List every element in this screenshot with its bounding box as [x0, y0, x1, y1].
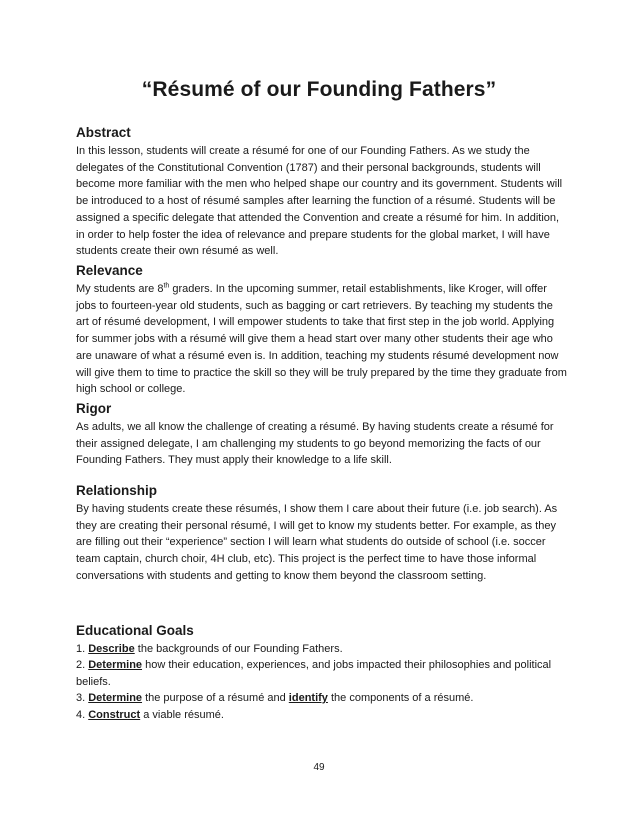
relationship-section	[76, 482, 568, 585]
relationship-body: By having students create these résumés, I show them I care about their future (i.e. job search). As they are creating their personal résumé, I will get to know my students better. For example, as they are filling out their “experience” section I will learn what students do outside of school (i.e. soccer team captain, church choir, 4H club, etc). This project is the perfect time to have those informal conversations with students and getting to know them beyond the classroom setting.	[76, 503, 558, 582]
relevance-body-rest: graders. In the upcoming summer, retail establishments, like Kroger, will offer jobs to fourteen-year old students, such as bagging or cart retrievers. By teaching my students the art of résumé development, I will empower students to take that first step in the job world. Applying for summer jobs with a résumé will give them a head start over many other students their age who are unaware of what a résumé even is. In addition, teaching my students résumé development now will give them to time to practice the skill so they will be truly prepared by the time they graduate from high school or college.	[76, 283, 567, 396]
educational-goals-heading: Educational Goals	[76, 623, 194, 638]
goal-item	[76, 707, 568, 723]
abstract-heading: Abstract	[76, 125, 131, 140]
document-title: “Résumé of our Founding Fathers”	[141, 78, 497, 101]
relevance-heading: Relevance	[76, 263, 143, 278]
goal-item	[76, 690, 568, 706]
ordinal-suffix: th	[163, 282, 170, 290]
goal-text: how their education, experiences, and jobs impacted their philosophies and political beliefs.	[76, 659, 552, 688]
relevance-section	[76, 262, 568, 398]
abstract-body: In this lesson, students will create a résumé for one of our Founding Fathers. As we study the delegates of the Constitutional Convention (1787) and their personal backgrounds, students will become more familiar with the men who helped shape our country and its government. Students will be introduced to a host of résumé samples after learning the function of a résumé. Students will be assigned a specific delegate that attended the Convention and create a résumé for him. In addition, in order to help foster the idea of relevance and prepare students for the global market, I will have students create their own résumé as well.	[76, 145, 563, 258]
goals-list	[76, 641, 568, 723]
educational-goals-section	[76, 622, 568, 723]
goal-text: the components of a résumé.	[327, 692, 474, 705]
goal-item	[76, 641, 568, 657]
goal-text: the backgrounds of our Founding Fathers.	[134, 643, 343, 655]
page-number: 49	[313, 762, 325, 773]
relevance-body	[76, 281, 568, 398]
goal-number: 3.	[76, 692, 89, 705]
rigor-section	[76, 400, 568, 469]
relevance-body-start: My students are 8	[76, 283, 164, 295]
rigor-heading: Rigor	[76, 401, 112, 416]
rigor-body: As adults, we all know the challenge of creating a résumé. By having students create a résumé for their assigned delegate, I am challenging my students to go beyond memorizing the facts of our Founding Fathers. They must apply their knowledge to a life skill.	[76, 421, 554, 467]
relationship-heading: Relationship	[76, 483, 158, 498]
goal-text: the purpose of a résumé and	[142, 692, 289, 705]
goal-text: a viable résumé.	[140, 708, 224, 721]
goal-number: 2.	[76, 659, 89, 672]
goal-keyword: Describe	[88, 643, 135, 655]
goal-keyword: identify	[288, 692, 328, 705]
goal-keyword: Determine	[88, 659, 143, 672]
goal-keyword: Determine	[88, 692, 143, 705]
goal-keyword: Construct	[88, 708, 141, 721]
goal-item	[76, 657, 568, 690]
goal-number: 4.	[76, 708, 89, 721]
goal-number: 1.	[76, 643, 89, 655]
abstract-section	[76, 124, 568, 260]
